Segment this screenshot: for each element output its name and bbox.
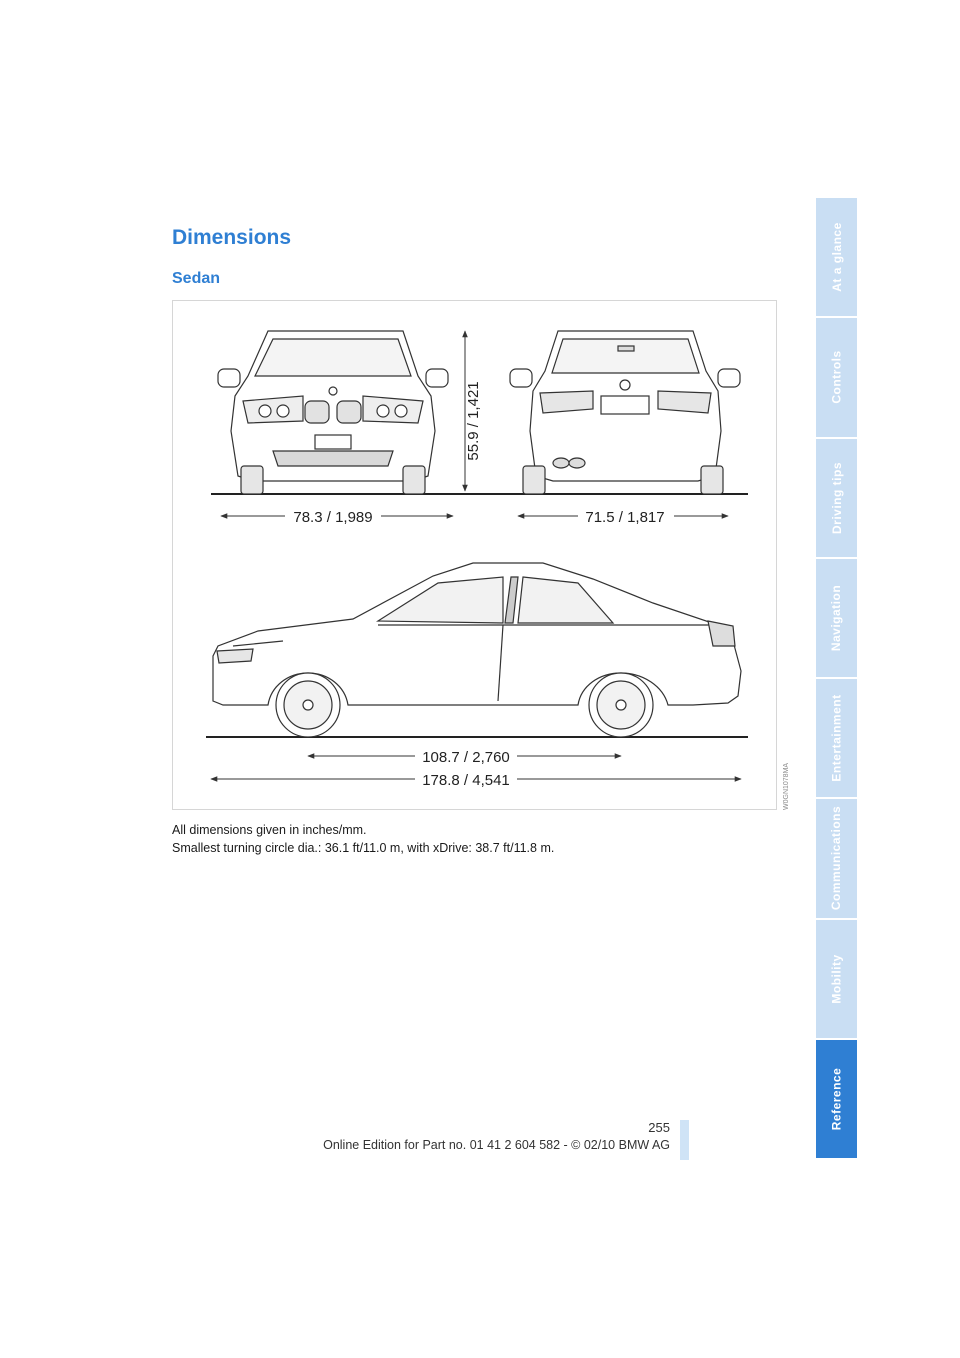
wheelbase-label: 108.7 / 2,760	[422, 749, 510, 766]
tab-label: Navigation	[829, 584, 844, 652]
car-dimension-drawing	[173, 301, 778, 811]
section-title: Sedan	[172, 270, 221, 287]
image-id: W0GN1078MA	[783, 762, 790, 810]
tab-at-a-glance[interactable]	[816, 198, 857, 318]
dimensions-figure	[172, 300, 777, 810]
length-label: 178.8 / 4,541	[422, 772, 510, 789]
height-label: 55.9 / 1,421	[465, 381, 482, 461]
tab-label: Mobility	[829, 953, 844, 1004]
caption-line-2: Smallest turning circle dia.: 36.1 ft/11.0 m, with xDrive: 38.7 ft/11.8 m.	[172, 841, 555, 855]
tab-label: Communications	[829, 806, 844, 911]
footer-bar	[680, 1120, 689, 1160]
tab-navigation[interactable]	[816, 559, 857, 679]
side-view-car	[213, 563, 741, 737]
tab-label: Reference	[829, 1067, 844, 1131]
tab-reference[interactable]	[816, 1040, 857, 1160]
tab-label: Driving tips	[829, 461, 844, 534]
tab-mobility[interactable]	[816, 920, 857, 1040]
tab-label: Controls	[829, 350, 844, 405]
tab-driving-tips[interactable]	[816, 439, 857, 559]
caption	[172, 821, 554, 857]
caption-line-1: All dimensions given in inches/mm.	[172, 823, 367, 837]
chapter-sidebar	[816, 198, 857, 1160]
rear-track-label: 71.5 / 1,817	[585, 509, 665, 526]
tab-entertainment[interactable]	[816, 679, 857, 799]
tab-controls[interactable]	[816, 318, 857, 438]
front-width-label: 78.3 / 1,989	[293, 509, 373, 526]
rear-view-car	[510, 331, 740, 494]
tab-label: At a glance	[829, 222, 844, 292]
page-title: Dimensions	[172, 226, 292, 249]
front-view-car	[218, 331, 448, 494]
tab-communications[interactable]	[816, 799, 857, 919]
tab-label: Entertainment	[829, 694, 844, 782]
page-number: 255	[648, 1120, 670, 1135]
footer-edition: Online Edition for Part no. 01 41 2 604 582 - © 02/10 BMW AG	[323, 1138, 670, 1152]
